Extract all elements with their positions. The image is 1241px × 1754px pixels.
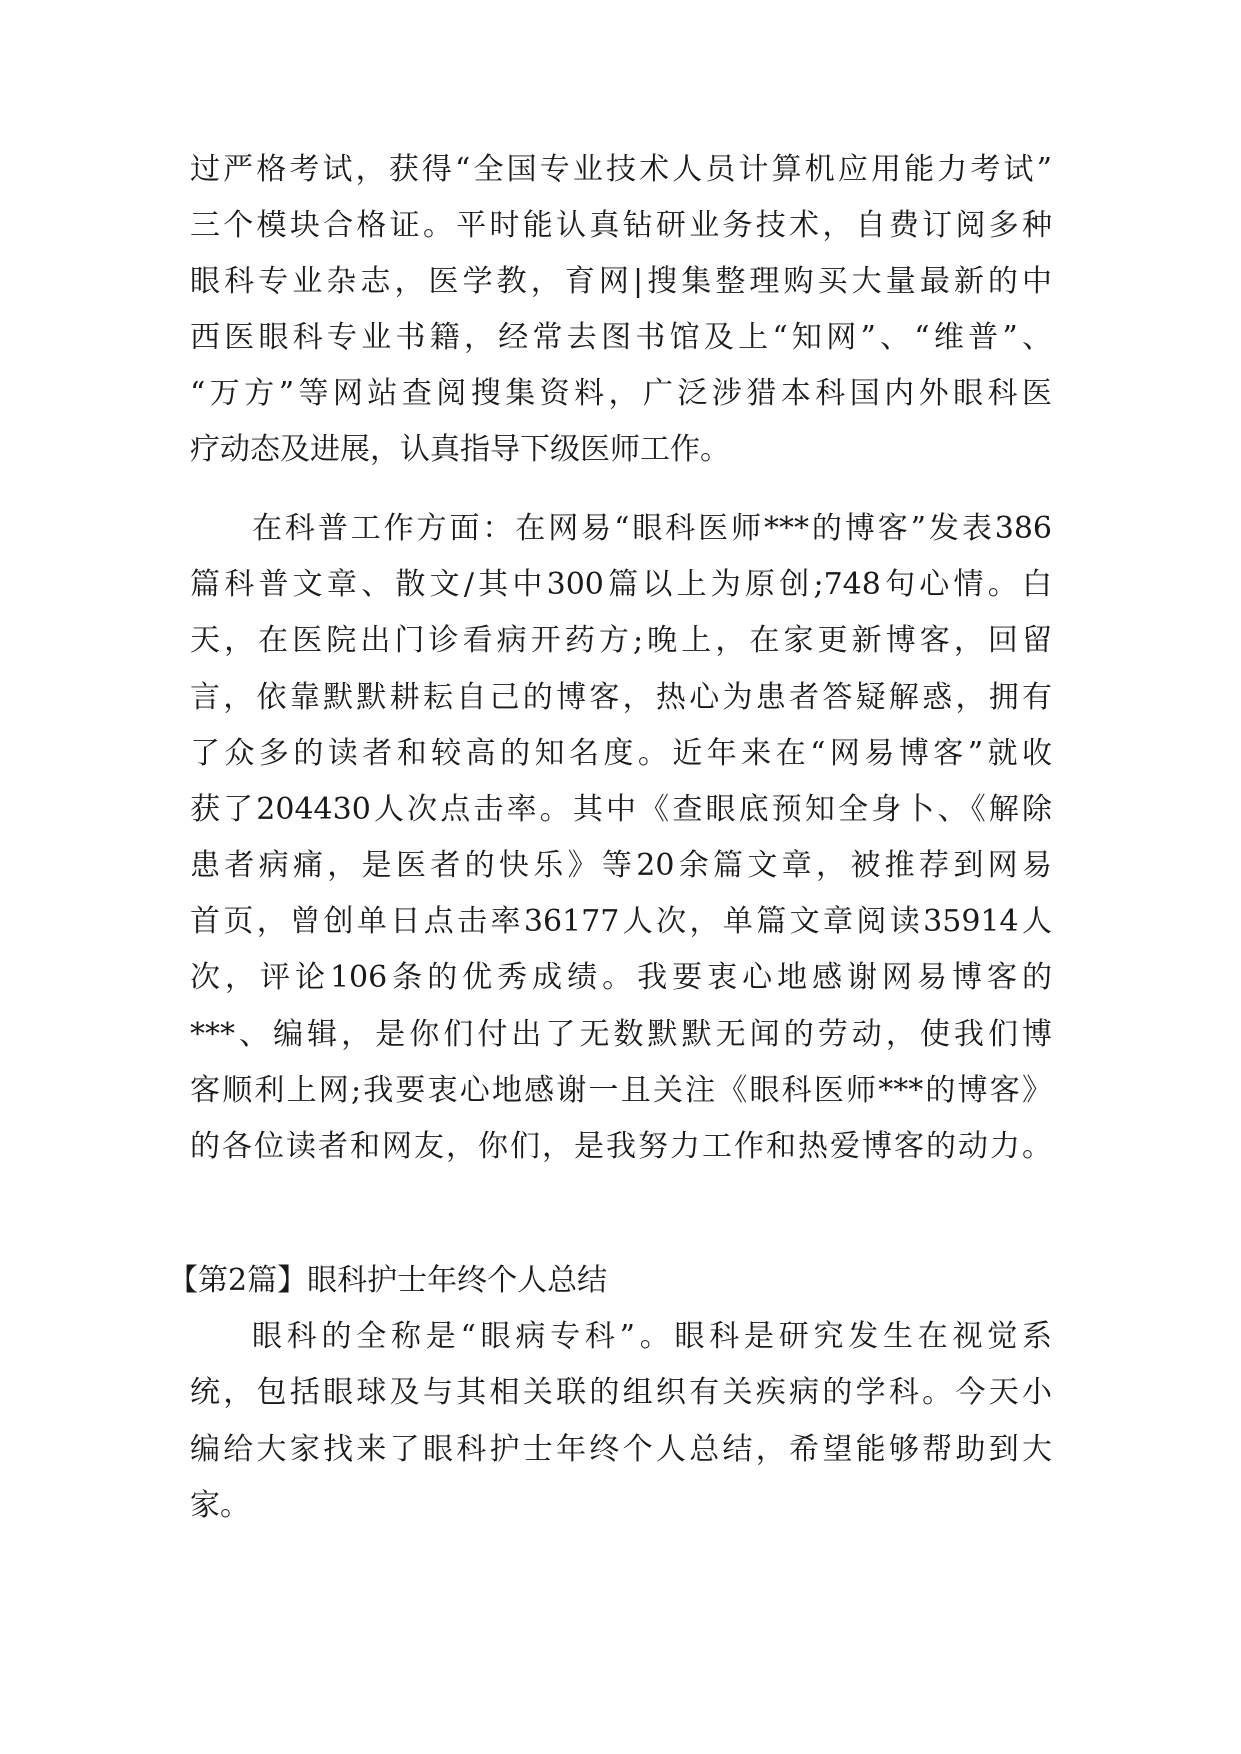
paragraph-line: 的各位读者和网友，你们，是我努力工作和热爱博客的动力。 xyxy=(190,1129,1052,1164)
paragraph-line: 次，评论106条的优秀成绩。我要衷心地感谢网易博客的 xyxy=(190,960,1052,995)
paragraph-line: 在科普工作方面：在网易“眼科医师***的博客”发表386 xyxy=(252,511,1052,546)
paragraph-line: 获了204430人次点击率。其中《查眼底预知全身卜、《解除 xyxy=(190,792,1052,827)
paragraph-line: “万方”等网站查阅搜集资料，广泛涉猎本科国内外眼科医 xyxy=(190,376,1052,411)
paragraph-line: 眼科的全称是“眼病专科”。眼科是研究发生在视觉系 xyxy=(252,1319,1052,1354)
paragraph-line: 过严格考试，获得“全国专业技术人员计算机应用能力考试” xyxy=(190,152,1052,187)
paragraph-line: 疗动态及进展，认真指导下级医师工作。 xyxy=(190,432,730,467)
paragraph-line: 患者病痛，是医者的快乐》等20余篇文章，被推荐到网易 xyxy=(190,848,1052,883)
paragraph-line: 三个模块合格证。平时能认真钻研业务技术，自费订阅多种 xyxy=(190,208,1052,243)
paragraph-line: 了众多的读者和较高的知名度。近年来在“网易博客”就收 xyxy=(190,736,1052,771)
paragraph-line: 言，依靠默默耕耘自己的博客，热心为患者答疑解惑，拥有 xyxy=(190,680,1052,715)
paragraph-line: 眼科专业杂志，医学教，育网|搜集整理购买大量最新的中 xyxy=(190,264,1052,299)
paragraph-line: 统，包括眼球及与其相关联的组织有关疾病的学科。今天小 xyxy=(190,1375,1052,1410)
article-heading: 【第2篇】眼科护士年终个人总结 xyxy=(168,1263,608,1298)
paragraph-line: 篇科普文章、散文/其中300篇以上为原创;748句心情。白 xyxy=(190,567,1052,602)
paragraph-line: ***、编辑，是你们付出了无数默默无闻的劳动，使我们博 xyxy=(190,1017,1052,1052)
paragraph-line: 天，在医院出门诊看病开药方;晚上，在家更新博客，回留 xyxy=(190,623,1052,658)
paragraph-line: 客顺利上网;我要衷心地感谢一且关注《眼科医师***的博客》 xyxy=(190,1073,1052,1108)
paragraph-line: 首页，曾创单日点击率36177人次，单篇文章阅读35914人 xyxy=(190,904,1052,939)
paragraph-line: 编给大家找来了眼科护士年终个人总结，希望能够帮助到大 xyxy=(190,1432,1052,1467)
paragraph-line: 家。 xyxy=(190,1488,250,1523)
paragraph-line: 西医眼科专业书籍，经常去图书馆及上“知网”、“维普”、 xyxy=(190,320,1052,355)
